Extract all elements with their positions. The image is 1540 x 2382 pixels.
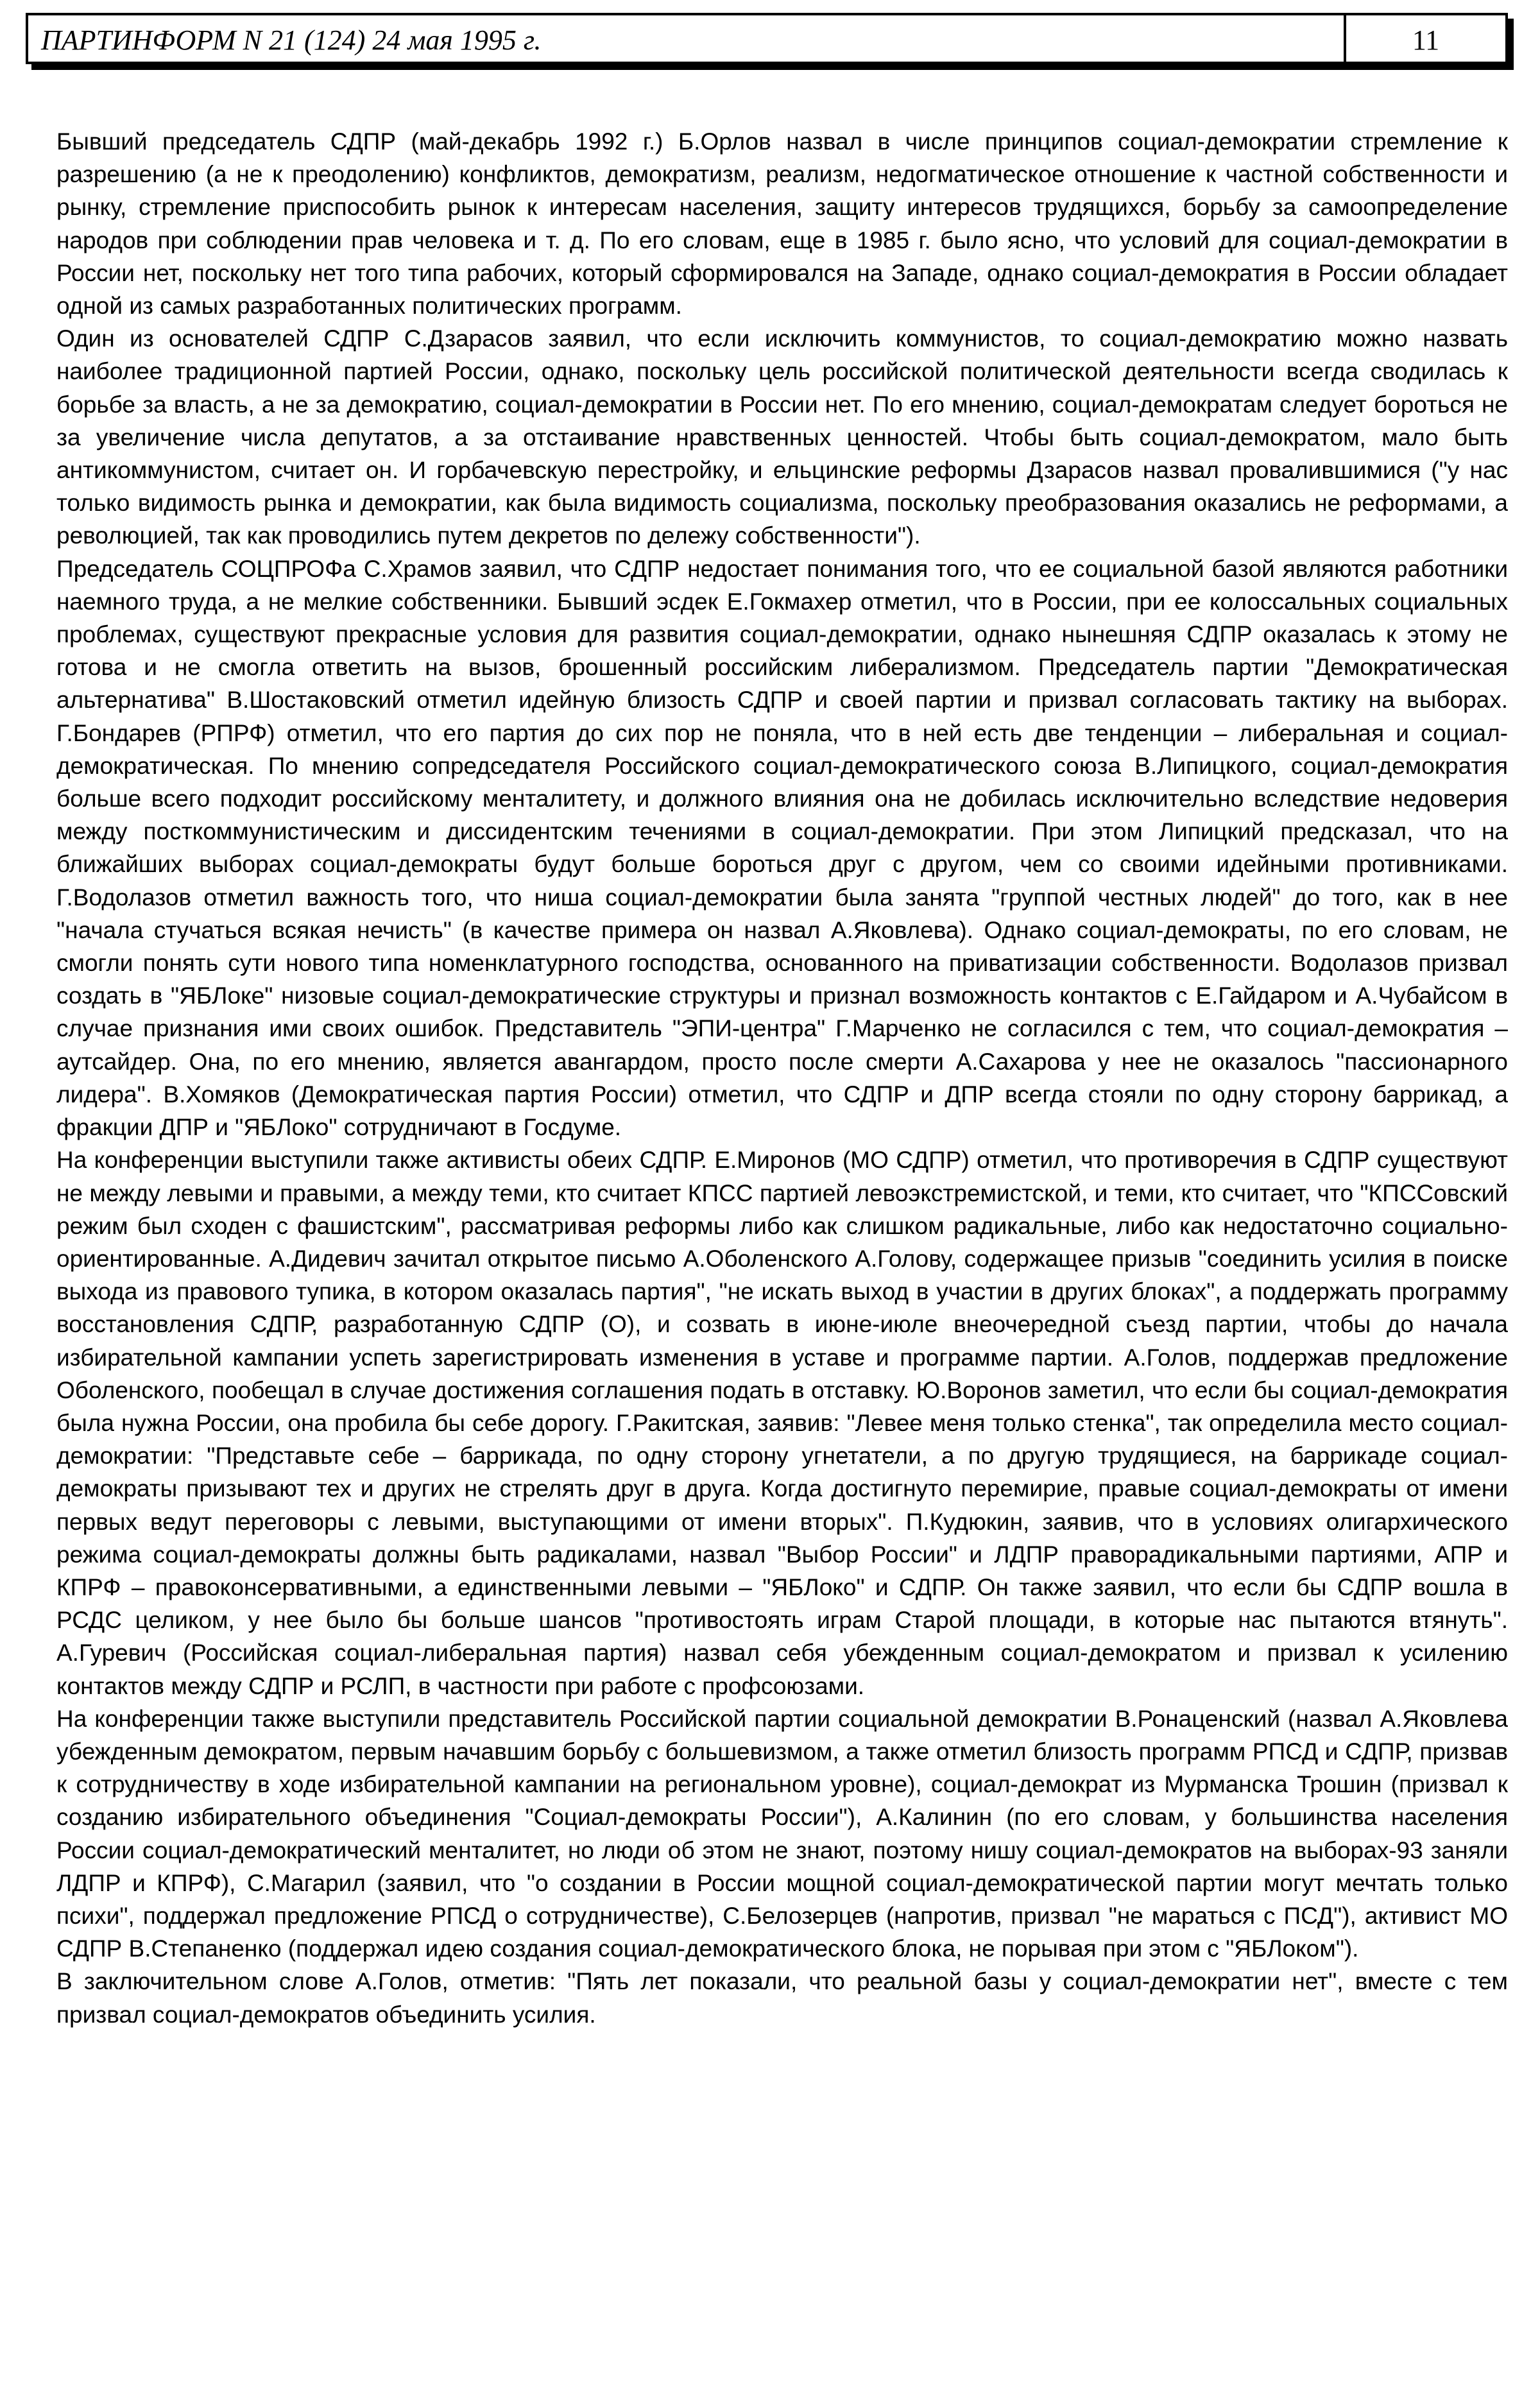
page-header [26, 13, 1508, 64]
paragraph-6: В заключительном слове А.Голов, отметив: "Пять лет показали, что реальной базы у социал-демократии нет", вместе с тем призвал социал-демократов объединить усилия. [56, 1968, 1508, 2028]
paragraph-3: Председатель СОЦПРОФа С.Храмов заявил, что СДПР недостает понимания того, что ее социальной базой являются работники наемного труда, а не мелкие собственники. Бывший эсдек Е.Гокмахер отметил, что в России, при ее колоссальных социальных проблемах, существуют прекрасные условия для развития социал-демократии, однако нынешняя СДПР оказалась к этому не готова и не смогла ответить на вызов, брошенный российским либерализмом. Председатель партии "Демократическая альтернатива" В.Шостаковский отметил идейную близость СДПР и своей партии и призвал согласовать тактику на выборах. Г.Бондарев (РПРФ) отметил, что его партия до сих пор не поняла, что в ней есть две тенденции – либеральная и социал-демократическая. По мнению сопредседателя Российского социал-демократического союза В.Липицкого, социал-демократия больше всего подходит российскому менталитету, и должного влияния она не добилась исключительно вследствие недоверия между посткоммунистическим и диссидентским течениями в социал-демократии. При этом Липицкий предсказал, что на ближайших выборах социал-демократы будут больше бороться друг с другом, чем со своими идейными противниками. Г.Водолазов отметил важность того, что ниша социал-демократии была занята "группой честных людей" до того, как в нее "начала стучаться всякая нечисть" (в качестве примера он назвал А.Яковлева). Однако социал-демократы, по его словам, не смогли понять сути нового типа номенклатурного господства, основанного на приватизации собственности. Водолазов призвал создать в "ЯБЛоке" низовые социал-демократические структуры и признал возможность контактов с Е.Гайдаром и А.Чубайсом в случае признания ими своих ошибок. Представитель "ЭПИ-центра" Г.Марченко не согласился с тем, что социал-демократия – аутсайдер. Она, по его мнению, является авангардом, просто после смерти А.Сахарова у нее не оказалось "пассионарного лидера". В.Хомяков (Демократическая партия России) отметил, что СДПР и ДПР всегда стояли по одну сторону баррикад, а фракции ДПР и "ЯБЛоко" сотрудничают в Госдуме. [56, 555, 1508, 1141]
article-body [56, 125, 1508, 2031]
paragraph-5: На конференции также выступили представитель Российской партии социальной демократии В.Ронаценский (назвал А.Яковлева убежденным демократом, первым начавшим борьбу с большевизмом, а также отметил близость программ РПСД и СДПР, призвав к сотрудничеству в ходе избирательной кампании на региональном уровне), социал-демократ из Мурманска Трошин (призвал к созданию избирательного объединения "Социал-демократы России"), А.Калинин (по его словам, у большинства населения России социал-демократический менталитет, но люди об этом не знают, поэтому нишу социал-демократов на выборах-93 заняли ЛДПР и КПРФ), С.Магарил (заявил, что "о создании в России мощной социал-демократической партии могут мечтать только психи", поддержал предложение РПСД о сотрудничестве), С.Белозерцев (напротив, призвал "не мараться с ПСД"), активист МО СДПР В.Степаненко (поддержал идею создания социал-демократического блока, не порывая при этом с "ЯБЛоком"). [56, 1705, 1508, 1962]
paragraph-4: На конференции выступили также активисты обеих СДПР. Е.Миронов (МО СДПР) отметил, что противоречия в СДПР существуют не между левыми и правыми, а между теми, кто считает КПСС партией левоэкстремистской, и теми, кто считает, что "КПССовский режим был сходен с фашистским", рассматривая реформы либо как слишком радикальные, либо как недостаточно социально-ориентированные. А.Дидевич зачитал открытое письмо А.Оболенского А.Голову, содержащее призыв "соединить усилия в поиске выхода из правового тупика, в котором оказалась партия", "не искать выход в участии в других блоках", а поддержать программу восстановления СДПР, разработанную СДПР (О), и созвать в июне-июле внеочередной съезд партии, чтобы до начала избирательной кампании успеть зарегистрировать изменения в уставе и программе партии. А.Голов, поддержав предложение Оболенского, пообещал в случае достижения соглашения подать в отставку. Ю.Воронов заметил, что если бы социал-демократия была нужна России, она пробила бы себе дорогу. Г.Ракитская, заявив: "Левее меня только стенка", так определила место социал-демократии: "Представьте себе – баррикада, по одну сторону угнетатели, а по другую трудящиеся, на баррикаде социал-демократы призывают тех и других не стрелять друг в друга. Когда достигнуто перемирие, правые социал-демократы от имени первых ведут переговоры с левыми, выступающими от имени вторых". П.Кудюкин, заявив, что в условиях олигархического режима социал-демократы должны быть радикалами, назвал "Выбор России" и ЛДПР праворадикальными партиями, АПР и КПРФ – правоконсервативными, а единственными левыми – "ЯБЛоко" и СДПР. Он также заявил, что если бы СДПР вошла в РСДС целиком, у нее было бы больше шансов "противостоять играм Старой площади, в которые нас пытаются втянуть". А.Гуревич (Российская социал-либеральная партия) назвал себя убежденным социал-демократом и призвал к усилению контактов между СДПР и РСЛП, в частности при работе с профсоюзами. [56, 1147, 1508, 1699]
paragraph-1: Бывший председатель СДПР (май-декабрь 1992 г.) Б.Орлов назвал в числе принципов социал-демократии стремление к разрешению (а не к преодолению) конфликтов, демократизм, реализм, недогматическое отношение к частной собственности и рынку, стремление приспособить рынок к интересам населения, защиту интересов трудящихся, борьбу за самоопределение народов при соблюдении прав человека и т. д. По его словам, еще в 1985 г. было ясно, что условий для социал-демократии в России нет, поскольку нет того типа рабочих, который сформировался на Западе, однако социал-демократия в России обладает одной из самых разработанных политических программ. [56, 128, 1508, 320]
publication-title: ПАРТИНФОРМ N 21 (124) 24 мая 1995 г. [41, 24, 542, 56]
page-number: 11 [1412, 24, 1440, 56]
paragraph-2: Один из основателей СДПР С.Дзарасов заявил, что если исключить коммунистов, то социал-демократию можно назвать наиболее традиционной партией России, однако, поскольку цель российской политической деятельности всегда сводилась к борьбе за власть, а не за демократию, социал-демократии в России нет. По его мнению, социал-демократам следует бороться не за увеличение числа депутатов, а за отстаивание нравственных ценностей. Чтобы быть социал-демократом, мало быть антикоммунистом, считает он. И горбачевскую перестройку, и ельцинские реформы Дзарасов назвал провалившимися ("у нас только видимость рынка и демократии, как была видимость социализма, поскольку преобразования оказались не реформами, а революцией, так как проводились путем декретов по дележу собственности"). [56, 325, 1508, 549]
